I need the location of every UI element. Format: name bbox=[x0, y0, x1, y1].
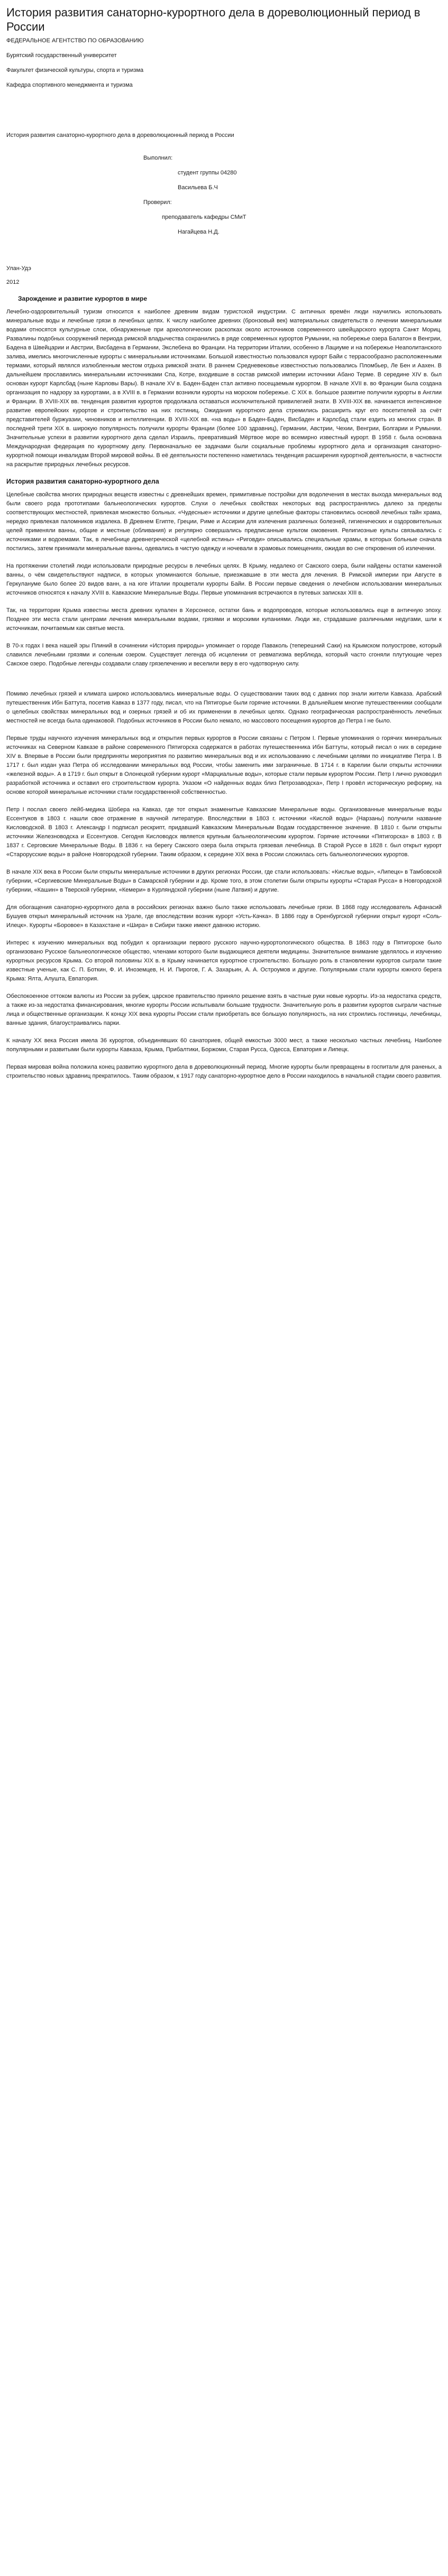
section-paragraph: Первая мировая война положила конец развитию курортного дела в дореволюционный период. Многие курорты были превращены в госпитали для раненых, а строительство новых здравниц прекратилось. Таким образом, к 1917 году санаторно-курортное дело в России находилось в начальной стадии своего развития. bbox=[6, 1064, 442, 1079]
spacer bbox=[6, 98, 442, 132]
teacher-name: Нагайцева Н.Д. bbox=[178, 229, 220, 235]
section-heading: История развития санаторно-курортного дела bbox=[6, 478, 159, 485]
section-paragraph: Целебные свойства многих природных веществ известны с древнейших времен, примитивные постройки для водолечения в местах выхода минеральных вод были своего рода прототипами бальнеологических курортов. Слухи о лечебных свойствах некоторых вод распространялись далеко за пределы соответствующих местностей, привлекая множество больных. «Чудесные» источники и другие целебные факторы становились основой лечебных тайн храма, нередко привлекая паломников издалека. В Древнем Египте, Греции, Риме и Ассирии для излечения различных болезней, гигиенических и оздоровительных целей применяли ванны, общие и местные (обливания) и регулярно совершались предписанные культом омовения. Религиозные культы связывались с источниками и водоемами. Так, в лечебнице древнегреческой «целебной истины» «Риговди» описывались специальные храмы, в которых больные сначала постились, затем принимали минеральные ванны, одевались в чистую одежду и ночевали в храмовых помещениях, ожидая во сне откровения об излечении. bbox=[6, 492, 442, 552]
section-paragraph: Первые труды научного изучения минеральных вод и открытия первых курортов в России связаны с Петром I. Первые упоминания о горячих минеральных источниках на Северном Кавказе в районе современного Пятигорска содержатся в работах путешественника Ибн Баттуты, который писал о них в середине XIV в. Впервые в России были предприняты мероприятия по развитию минеральных вод и их использованию с лечебными целями по инициативе Петра I. В 1717 г. был издан указ Петра об исследовании минеральных вод России, чтобы заменить ими заграничные. В 1714 г. в Карелии были открыты источники «железной воды». А в 1719 г. был открыт в Олонецкой губернии курорт «Марциальные воды», которые стали первым курортом России. Петр I лично руководил разработкой источника и оставил его строительством курорта. Указом «О найденных водах близ Петрозаводска», Петр I провёл историческую реформу, на основе которой минеральные источники стали государственной собственностью. bbox=[6, 735, 442, 795]
teacher-position: преподаватель кафедры СМиТ bbox=[162, 214, 246, 220]
performed-label: Выполнил: bbox=[143, 155, 173, 161]
university-line: Бурятский государственный университет bbox=[6, 52, 117, 59]
section-paragraph: На протяжении столетий люди использовали природные ресурсы в лечебных целях. В Крыму, недалеко от Сакского озера, были найдены остатки каменной ванны, о чём свидетельствуют надписи, в которых упоминаются больные, приезжавшие в эти места для лечения. В Римской империи при Августе в Геркулануме было более 20 видов ванн, а на юге Италии процветали курорты Байи. В России первые сведения о лечебном использовании минеральных источников относятся к началу XVIII в. Кавказские Минеральные Воды. Первые упоминания встречаются в путевых записках XIII в. bbox=[6, 563, 442, 596]
section-paragraph: Помимо лечебных грязей и климата широко использовались минеральные воды. О существовании таких вод с давних пор знали жители Кавказа. Арабский путешественник Ибн Баттута, посетив Кавказ в 1377 году, писал, что на Пятигорье были горячие источники. В дальнейшем многие путешественники сообщали о целебных свойствах минеральных вод и озерных грязей и об их применении в лечебных целях. Однако географическая распространённость лечебных местностей не всегда была одинаковой. Подобных источников в России было немало, но массового посещения курортов до Петра I не было. bbox=[6, 691, 442, 724]
section-paragraph: Петр I послал своего лейб-медика Шоберa на Кавказ, где тот открыл знаменитые Кавказские Минеральные воды. Организованные минеральные воды Ессентуков в 1803 г. нашли свое отражение в научной литературе. Впоследствии в 1803 г. источники «Кислой воды» (Нарзаны) получили название Кисловодской. В 1803 г. Александр I подписал рескрипт, придавший Кавказским Минеральным Водам государственное значение. В 1810 г. были открыты источники Железноводска и Ессентуков. Сегодня Кисловодск является крупным бальнеологическим курортом. Горячие источники «Пятигорска» в 1803 г. В 1837 г. Серговские Минеральные Воды. В 1836 г. на берегу Сакского озера была открыта грязевая лечебница. В Старой Руссе в 1828 г. был открыт курорт «Старорусские воды» в районе Новгородской губернии. Таким образом, к середине XIX века в России сложилась сеть бальнеологических курортов. bbox=[6, 807, 442, 858]
student-group: студент группы 04280 bbox=[178, 170, 237, 176]
intro-heading: Зарождение и развитие курортов в мире bbox=[18, 295, 148, 302]
signature-block bbox=[93, 154, 389, 236]
agency-line: ФЕДЕРАЛЬНОЕ АГЕНТСТВО ПО ОБРАЗОВАНИЮ bbox=[6, 38, 144, 44]
organization-block bbox=[6, 37, 442, 89]
section-paragraph: Так, на территории Крыма известны места древних купален в Херсонесе, остатки бань и водопроводов, которые использовались еще в античную эпоху. Позднее эти места стали центрами лечения минеральными водами, грязями и морскими купаниями. Люди же, страдавшие различными недугами, шли к источникам, почитаемым как святые места. bbox=[6, 607, 442, 632]
work-subject: История развития санаторно-курортного дела в дореволюционный период в России bbox=[6, 132, 234, 138]
department-line: Кафедра спортивного менеджмента и туризма bbox=[6, 82, 133, 88]
intro-paragraph: Лечебно-оздоровительный туризм относится к наиболее древним видам туристской индустрии. С античных времён люди научились использовать минеральные воды и лечебные грязи в лечебных целях. К числу наиболее древних (бронзовый век) материальных свидетельств о лечении минеральными водами относятся культурные слои, обнаруженные при археологических раскопках около источников современного швейцарского курорта Санкт Мориц. Развалины подобных сооружений периода римской владычества сохранились в ряде современных курортов Румынии, на побережье озера Балатон в Венгрии, Бадена в Швейцарии и Австрии, Висбадена в Германии, Экслебена во Франции. На территории Италии, особенно в Лациуме и на побережье Неаполитанского залива, имелись многочисленные курорты с минеральными источниками. Большой известностью пользовался курорт Байи с террасообразно расположенными термами, который являлся излюбленным местом отдыха римской знати. В раннем Средневековье известностью пользовались Пломбьер, Ле Бен и Аахен. В дальнейшем прославились минеральными источниками Спа, Котре, входившие в состав римской империи источники Абано Терме. В середине XIV в. был основан курорт Карлсбад (ныне Карловы Вары). В начале XV в. Баден-Баден стал активно посещаемым курортом. В начале XVII в. во Франции была создана организация по надзору за курортами, а в XVIII в. в Германии возникли курорты на морском побережье. С XIX в. большое развитие получили курорты в Англии и Франции. В XVIII-XIX вв. тенденция развития курортов продолжала оставаться исключительной привилегией знати. В XVIII-XIX вв. начинается интенсивное развитие европейских курортов и строительство на них гостиниц. Ожидания курортного дела стремились расширить круг его посетителей за счёт представителей буржуазии, чиновников и интеллигенции. В XVIII-XIX вв. «на воды» в Баден-Баден, Висбаден и Карлсбад стали ездить из многих стран. В последней трети XIX в. широкую популярность получили курорты Франции (более 100 здравниц), Германии, Австрии, Чехии, Венгрии, Болгарии и Румынии. Значительные успехи в развитии курортного дела сделал Израиль, превративший Мёртвое море во всемирно известный курорт. В 1958 г. была основана Международная федерация по курортному делу. Первоначально ее задачами были социальные проблемы курортного дела и организация санаторно-курортной помощи инвалидам Второй мировой войны. В её деятельности постепенно наметилась тенденция расширения курортной деятельности, в частности на раскрытие природных лечебных ресурсов. bbox=[6, 309, 442, 468]
city: Улан-Удэ bbox=[6, 265, 31, 272]
checked-label: Проверил: bbox=[143, 199, 172, 206]
section-paragraph: Обеспокоенное оттоком валюты из России за рубеж, царское правительство приняло решение взять в частные руки новые курорты. Из-за недостатка средств, а также из-за недостатка финансирования, многие курорты России испытывали большие трудности. Значительную роль в развитии курортов сыграли частные лица и общественные организации. К концу XIX века курорты России стали приобретать все большую популярность, на них строились гостиницы, лечебницы, ванные здания, благоустраивались парки. bbox=[6, 993, 442, 1026]
document-title: История развития санаторно-курортного дела в дореволюционный период в России bbox=[6, 6, 420, 33]
year: 2012 bbox=[6, 279, 20, 285]
section-paragraph: К началу XX века Россия имела 36 курортов, объединявших 60 санаториев, общей емкостью 3000 мест, а также несколько частных лечебниц. Наиболее популярными и развитыми были курорты Кавказа, Крыма, Прибалтики, Боржоми, Старая Русса, Одесса, Евпатория и Липецк. bbox=[6, 1037, 442, 1053]
faculty-line: Факультет физической культуры, спорта и туризма bbox=[6, 67, 144, 73]
section-paragraph: Для обогащения санаторно-курортного дела в российских регионах важно было также использовать лечебные грязи. В 1868 году исследователь Афанасий Бушуев открыл минеральный источник на Урале, где впоследствии возник курорт «Усть-Качка». В 1886 году в Оренбургской губернии открыт курорт «Соль-Илецк». Курорты «Боровое» в Казахстане и «Шира» в Сибири также имеют давнюю историю. bbox=[6, 904, 442, 929]
section-paragraph: В начале XIX века в России были открыты минеральные источники в других регионах России, где стали использовать: «Кислые воды», «Липецк» в Тамбовской губернии, «Сергиевские Минеральные Воды» в Самарской губернии и др. Кроме того, в этом столетии были открыты курорты «Старая Русса» в Новгородской губернии, «Кашин» в Тверской губернии, «Кемери» в Курляндской губернии (ныне Латвия) и другие. bbox=[6, 869, 442, 893]
section-paragraph: Интерес к изучению минеральных вод побудил к организации первого русского научно-курортологического общества. В 1863 году в Пятигорске было организовано Русское бальнеологическое общество, членами которого были выдающиеся деятели медицины. Значительное внимание уделялось и изучению курортных ресурсов Крыма. Со второй половины XIX в. в Крыму начинается курортное строительство. Большую роль в становлении курортов сыграли такие известные ученые, как С. П. Боткин, Ф. И. Иноземцев, Н. И. Пирогов, Г. А. Захарьин, А. А. Остроумов и другие. Популярными стали курорты южного берега Крыма: Ялта, Алушта, Евпатория. bbox=[6, 940, 442, 982]
student-name: Васильева Б.Ч bbox=[178, 184, 218, 191]
section-paragraph: В 70-х годах I века нашей эры Плиний в сочинении «История природы» упоминает о городе Паваколь (теперешний Саки) на Крымском полуострове, который славился лечебными грязями и соленым озером. Существует легенда об исцелении от ревматизма верблюда, который часто сгоняли плутующие через Сакское озеро. Подобные легенды создавали славу грязелечению и веселили веру в его чудотворную силу. bbox=[6, 643, 442, 667]
